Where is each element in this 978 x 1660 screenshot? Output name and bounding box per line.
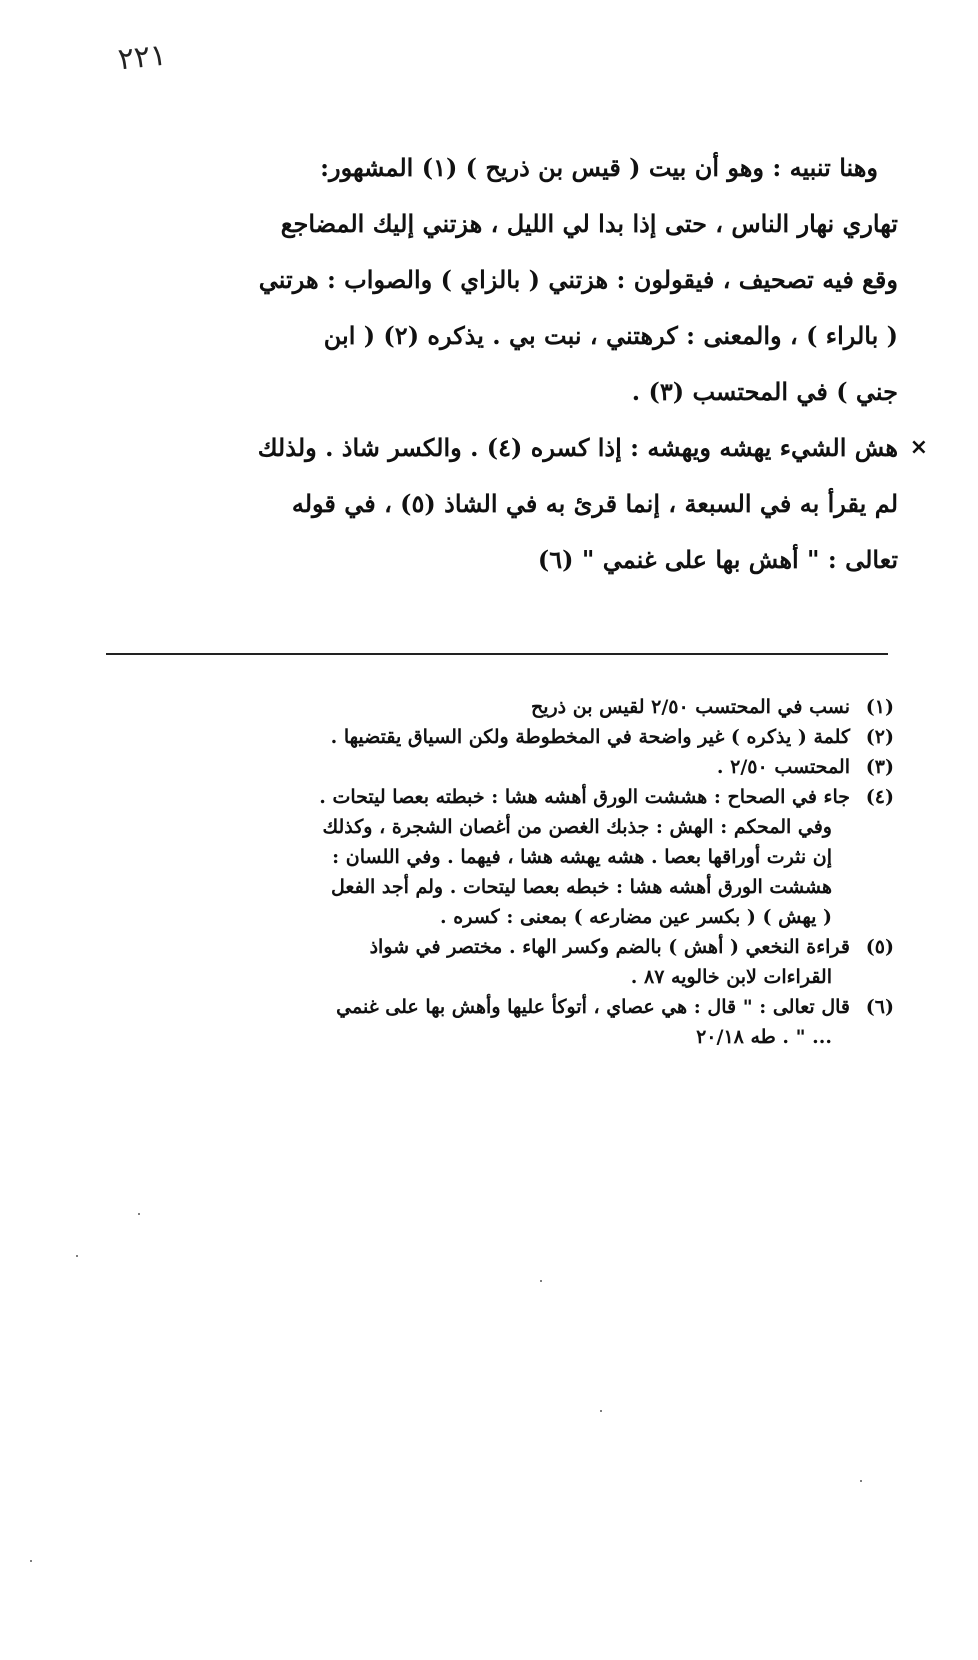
text-line-1: وهنا تنبيه : وهو أن بيت ( قيس بن ذريح ) (١) المشهور:	[320, 153, 878, 182]
entry-marker: ×	[909, 435, 928, 460]
poetry-verse: تهاري نهار الناس ، حتى إذا بدا لي الليل ، هزتني إليك المضاجع	[280, 209, 898, 238]
scan-speck	[540, 1280, 542, 1282]
entry-line-2: لم يقرأ به في السبعة ، إنما قرئ به في الشاذ (٥) ، في قوله	[291, 489, 898, 518]
footnote-line: هششت الورق أهشه هشا : خبطه بعصا ليتحات . ولم أجد الفعل	[331, 876, 832, 898]
footnote-number: (٦)	[865, 996, 894, 1018]
text-line-4: ( بالراء ) ، والمعنى : كرهتني ، نبت بي . يذكره (٢) ( ابن	[323, 321, 898, 350]
footnote-number: (٢)	[865, 726, 894, 748]
footnote-line: قراءة النخعي ( أهش ) بالضم وكسر الهاء . مختصر في شواذ	[369, 936, 850, 958]
footnote-line: إن نثرت أوراقها بعصا . هشه يهشه هشا ، فيهما . وفي اللسان :	[332, 846, 832, 868]
page-number: ٢٢١	[116, 37, 169, 78]
entry-line-1: هش الشيء يهشه ويهشه : إذا كسره (٤) . والكسر شاذ . ولذلك	[257, 433, 898, 462]
footnote-line: ... " . طه ٢٠/١٨	[696, 1026, 832, 1048]
footnotes	[80, 692, 894, 1052]
footnote-body	[80, 692, 850, 722]
footnote-number: (٤)	[865, 786, 894, 808]
scan-speck	[30, 1560, 32, 1562]
footnote-line: المحتسب ٢/٥٠ .	[716, 756, 850, 778]
footnote-line: نسب في المحتسب ٢/٥٠ لقيس بن ذريح	[530, 696, 850, 718]
main-text	[78, 140, 928, 588]
scan-speck	[76, 1255, 78, 1257]
dictionary-entry	[78, 420, 928, 588]
footnote-number: (٥)	[865, 936, 894, 958]
footnote-line: القراءات لابن خالويه ٨٧ .	[630, 966, 832, 988]
footnote-body	[80, 722, 850, 752]
footnote-body	[80, 752, 850, 782]
footnote-body	[80, 782, 850, 932]
scan-speck	[138, 1213, 140, 1215]
scan-speck	[860, 1480, 862, 1482]
footnote-3	[80, 752, 894, 782]
entry-line-3: تعالى : " أهش بها على غنمي " (٦)	[537, 545, 898, 574]
scan-speck	[600, 1410, 602, 1412]
footnote-separator	[106, 653, 888, 655]
footnote-1	[80, 692, 894, 722]
footnote-line: ( يهش ) ( بكسر عين مضارعه ) بمعنى : كسره .	[440, 906, 832, 928]
footnote-line: كلمة ( يذكره ) غير واضحة في المخطوطة ولكن السياق يقتضيها .	[330, 726, 850, 748]
footnote-body	[80, 992, 850, 1052]
footnote-number: (٣)	[865, 756, 894, 778]
footnote-body	[80, 932, 850, 992]
footnote-6	[80, 992, 894, 1052]
text-line-5: جني ) في المحتسب (٣) .	[631, 377, 898, 406]
footnote-5	[80, 932, 894, 992]
footnote-line: جاء في الصحاح : هششت الورق أهشه هشا : خبطته بعصا ليتحات .	[319, 786, 850, 808]
footnote-line: وفي المحكم : الهش : جذبك الغصن من أغصان الشجرة ، وكذلك	[322, 816, 832, 838]
footnote-number: (١)	[865, 696, 894, 718]
text-line-3: وقع فيه تصحيف ، فيقولون : هزتني ( بالزاي ) والصواب : هرتني	[258, 265, 898, 294]
footnote-2	[80, 722, 894, 752]
footnote-line: قال تعالى : " قال : هي عصاي ، أتوكأ عليها وأهش بها على غنمي	[336, 996, 850, 1018]
footnote-4	[80, 782, 894, 932]
